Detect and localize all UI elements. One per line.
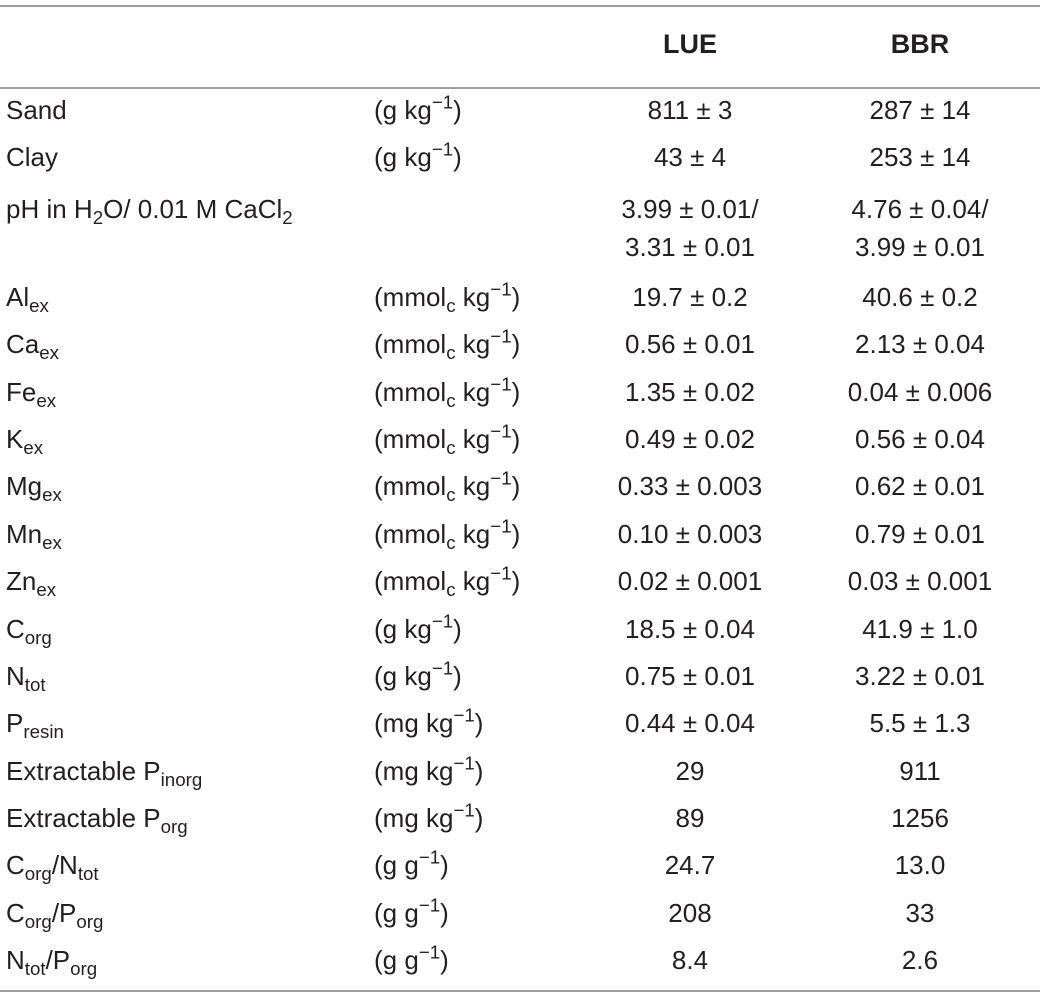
lue-value: 0.10 ± 0.003 (617, 518, 763, 549)
table-row (0, 890, 1040, 937)
bbr-value: 253 ± 14 (869, 142, 971, 173)
unit-cell: (mmol$_c$ $kg^{-1}$) (374, 420, 521, 458)
unit-cell: (g $g^{-1}$) (374, 894, 449, 928)
bbr-value: 4.76 ± 0.04/ 3.99 ± 0.01 (851, 193, 989, 262)
unit-cell: (mmol$_c$ $kg^{-1}$) (374, 325, 521, 364)
bbr-value: 911 (899, 755, 941, 786)
table-row (0, 842, 1040, 889)
param-cell: Clay (6, 142, 59, 173)
param-cell: pH in $H_2O/$ 0.01 M CaCl$_2$ (6, 193, 293, 228)
param-cell: Extractable $P_{inorg}$ (6, 755, 203, 790)
bbr-value: 0.79 ± 0.01 (855, 518, 985, 549)
unit-cell: (mmol$_c$ $kg^{-1}$) (374, 515, 521, 553)
param-cell: $Al_{ex}$ (6, 281, 49, 316)
table-row (0, 795, 1040, 842)
header-lue: LUE (663, 29, 717, 59)
unit-cell: (g $kg^{-1}$) (374, 610, 462, 644)
lue-value: 29 (675, 755, 705, 786)
unit-cell: (mg $kg^{-1}$) (374, 799, 484, 834)
table-row (0, 321, 1040, 368)
unit-cell: (mmol$_c$ $kg^{-1}$) (374, 278, 521, 316)
unit-cell: (g $g^{-1}$) (374, 941, 449, 976)
table-row (0, 653, 1040, 700)
lue-value: 1.35 ± 0.02 (625, 376, 755, 407)
param-cell: $N_{tot}/P_{org}$ (6, 945, 98, 980)
lue-value: 0.33 ± 0.003 (617, 471, 763, 502)
bbr-value: 3.22 ± 0.01 (855, 660, 985, 691)
param-cell: $Ca_{ex}$ (6, 329, 60, 364)
lue-value: 0.56 ± 0.01 (625, 329, 755, 360)
lue-value: 0.44 ± 0.04 (625, 708, 755, 739)
bbr-value: 1256 (891, 803, 949, 834)
unit-cell: (g $kg^{-1}$) (374, 91, 462, 125)
bbr-value: 0.03 ± 0.001 (847, 566, 993, 597)
table-body (0, 87, 1040, 985)
param-cell: Extractable $P_{org}$ (6, 803, 188, 838)
top-rule (0, 5, 1040, 7)
lue-value: 811 ± 3 (647, 95, 733, 125)
unit-cell: (mmol$_c$ $kg^{-1}$) (374, 562, 521, 601)
unit-cell: (mg $kg^{-1}$) (374, 752, 484, 786)
table-row (0, 369, 1040, 416)
bbr-value: 33 (905, 897, 935, 928)
table-row (0, 463, 1040, 510)
bbr-value: 2.13 ± 0.04 (855, 329, 985, 360)
table-header (0, 24, 1040, 64)
bbr-value: 0.04 ± 0.006 (847, 376, 993, 407)
lue-value: 208 (668, 897, 712, 928)
lue-value: 0.49 ± 0.02 (625, 423, 755, 454)
unit-cell: (g $g^{-1}$) (374, 847, 449, 881)
bbr-value: 40.6 ± 0.2 (862, 281, 978, 312)
table-row (0, 87, 1040, 134)
table-row (0, 134, 1040, 181)
bbr-value: 0.56 ± 0.04 (855, 423, 985, 454)
lue-value: 24.7 (664, 850, 716, 881)
bbr-value: 41.9 ± 1.0 (862, 613, 978, 644)
table-row (0, 748, 1040, 795)
table-row (0, 606, 1040, 653)
lue-value: 8.4 (671, 945, 709, 976)
lue-value: 18.5 ± 0.04 (625, 613, 755, 644)
table-row (0, 937, 1040, 984)
param-cell: $Fe_{ex}$ (6, 376, 57, 411)
lue-value: 3.99 ± 0.01/ 3.31 ± 0.01 (621, 193, 759, 262)
lue-value: 89 (675, 803, 705, 834)
unit-cell: (g $kg^{-1}$) (374, 657, 462, 691)
header-bbr: BBR (890, 29, 950, 59)
param-cell: $N_{tot}$ (6, 660, 46, 695)
table-row (0, 274, 1040, 321)
bbr-value: 2.6 (901, 945, 939, 976)
param-cell: $K_{ex}$ (6, 423, 44, 458)
table-row (0, 700, 1040, 747)
bbr-value: 5.5 ± 1.3 (869, 708, 971, 739)
unit-cell: (g $kg^{-1}$) (374, 139, 462, 173)
table-row (0, 511, 1040, 558)
lue-value: 43 ± 4 (653, 142, 727, 173)
table-row (0, 558, 1040, 605)
bbr-value: 0.62 ± 0.01 (855, 471, 985, 502)
table-row (0, 182, 1040, 274)
lue-value: 0.75 ± 0.01 (625, 660, 755, 691)
param-cell: $C_{org}/N_{tot}$ (6, 850, 99, 885)
lue-value: 19.7 ± 0.2 (632, 281, 748, 312)
unit-cell: (mg $kg^{-1}$) (374, 705, 484, 739)
bbr-value: 287 ± 14 (869, 95, 971, 125)
lue-value: 0.02 ± 0.001 (617, 566, 763, 597)
unit-cell: (mmol$_c$ $kg^{-1}$) (374, 373, 521, 411)
unit-cell: (mmol$_c$ $kg^{-1}$) (374, 468, 521, 506)
param-cell: $Zn_{ex}$ (6, 566, 57, 601)
param-cell: $C_{org}/P_{org}$ (6, 897, 104, 932)
table-row (0, 416, 1040, 463)
param-cell: Sand (6, 95, 67, 125)
param-cell: $Mg_{ex}$ (6, 471, 62, 506)
param-cell: $C_{org}$ (6, 613, 52, 648)
param-cell: $P_{resin}$ (6, 708, 64, 743)
bottom-rule (0, 990, 1040, 992)
param-cell: $Mn_{ex}$ (6, 518, 62, 553)
bbr-value: 13.0 (894, 850, 946, 881)
